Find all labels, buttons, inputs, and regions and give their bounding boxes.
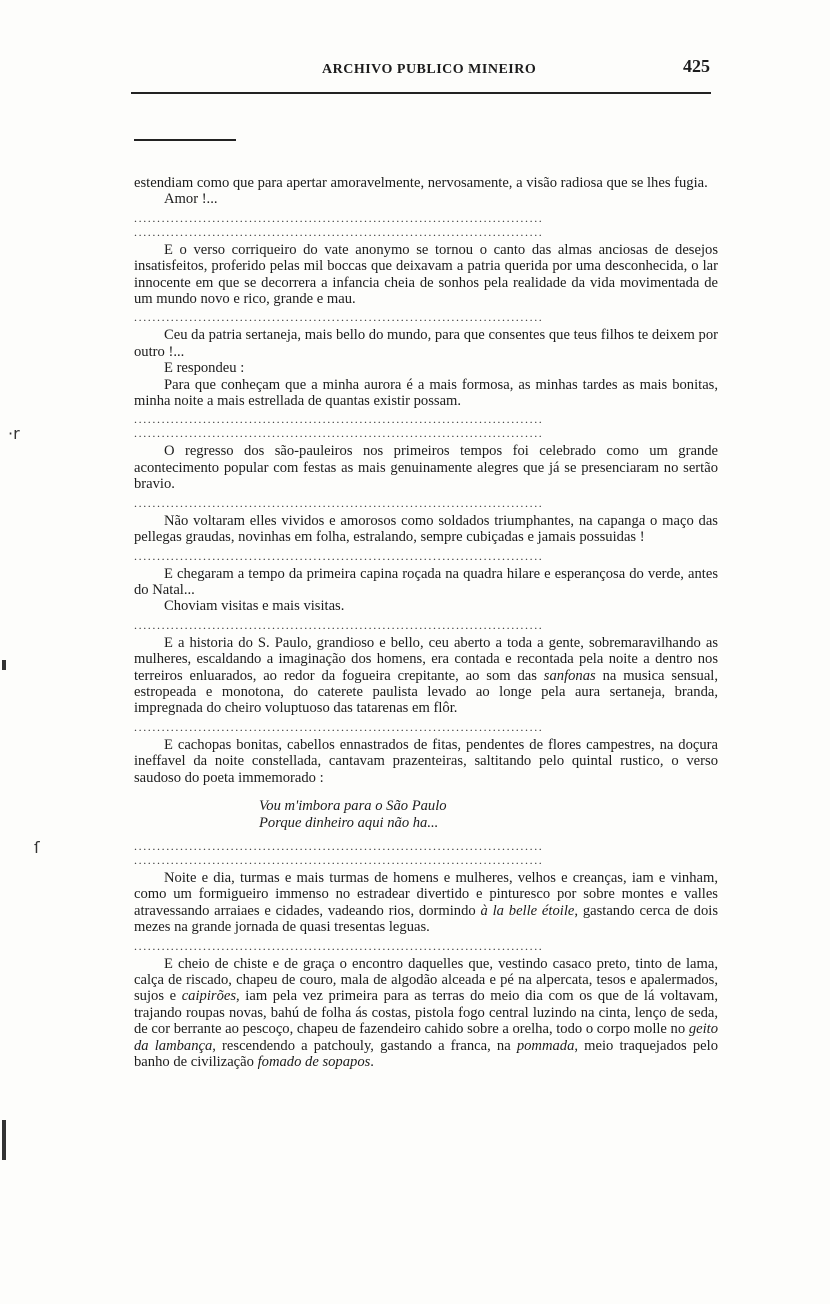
dotted-separator: .........................................................................................	[134, 213, 544, 222]
text-run: , rescendendo a patchouly, gastando a franca, na	[212, 1037, 517, 1054]
header-rule	[131, 92, 711, 94]
section-rule	[134, 139, 236, 141]
text-run: , iam pela vez primeira para as terras do meio dia com os que de lá voltavam, trajando roupas novas, bahú de folha ás costas, pistola fogo central luzindo na cinta, lenço de seda, de cor berrante ao pescoço, chapeu de fazendeiro cahido sobre a orelha, todo o corpo molle no	[134, 988, 718, 1038]
dotted-separator: .........................................................................................	[134, 415, 544, 424]
paragraph	[134, 956, 718, 1071]
paragraph: E o verso corriqueiro do vate anonymo se tornou o canto das almas anciosas de desejos insatisfeitos, proferido pelas mil boccas que deixavam a patria querida por uma desconhecida, o lar innocente em que se decorrera a infancia cheia de sonhos pela realidade da vida movimentada de um mundo novo e rico, grande e mau.	[134, 241, 718, 308]
paragraph: E respondeu :	[164, 360, 245, 377]
text-run: na musica sensual, estropeada e monotona, do caterete paulista levado ao longe pela aura sertaneja, branda, impregnada do cheiro voluptuoso das tatarenas em flôr.	[134, 667, 719, 717]
paragraph	[134, 870, 718, 936]
dotted-separator: .........................................................................................	[134, 620, 544, 629]
dotted-separator: .........................................................................................	[134, 855, 544, 864]
dotted-separator: .........................................................................................	[134, 722, 544, 731]
margin-mark	[2, 660, 6, 670]
paragraph: Não voltaram elles vividos e amorosos como soldados triumphantes, na capanga o maço das pellegas graudas, novinhas em folha, estralando, sempre cubiçadas e jamais possuidas !	[134, 512, 718, 546]
paragraph: E chegaram a tempo da primeira capina roçada na quadra hilare e esperançosa do verde, antes do Natal...	[134, 565, 718, 598]
paragraph: Ceu da patria sertaneja, mais bello do mundo, para que consentes que teus filhos te deixem por outro !...	[134, 327, 718, 360]
italic-term: fomado de sopapos	[257, 1054, 371, 1071]
italic-term: caipirões	[181, 988, 237, 1005]
margin-mark: ·r	[8, 424, 20, 443]
verse-line: Vou m'imbora para o São Paulo	[259, 797, 447, 814]
dotted-separator: .........................................................................................	[134, 429, 544, 438]
margin-mark	[2, 1120, 6, 1160]
dotted-separator: .........................................................................................	[134, 551, 544, 560]
dotted-separator: .........................................................................................	[134, 941, 544, 950]
paragraph: Choviam visitas e mais visitas.	[164, 598, 345, 615]
running-header-title: ARCHIVO PUBLICO MINEIRO	[322, 62, 537, 77]
dotted-separator: .........................................................................................	[134, 227, 544, 236]
dotted-separator: .........................................................................................	[134, 498, 544, 507]
text-run: , gastando cerca de dois mezes na grande jornada de quasi tresentas leguas.	[134, 902, 718, 936]
text-run: E a historia do S. Paulo, grandioso e bello, ceu aberto a toda a gente, sobremaravilhando as mulheres, escaldando a imaginação dos homens, era contada e recontada pela noite a dentro nos terreiros enluarados, ao redor da fogueira crepitante, ao som das	[134, 634, 718, 684]
dotted-separator: .........................................................................................	[134, 313, 544, 322]
italic-term: pommada	[516, 1037, 575, 1054]
italic-term: sanfonas	[543, 667, 596, 684]
paragraph: E cachopas bonitas, cabellos ennastrados de fitas, pendentes de flores campestres, na doçura ineffavel da noite constellada, cantavam prazenteiras, saltitando pelo quintal rustico, o verso saudoso do poeta immemorado :	[134, 736, 718, 786]
paragraph: Para que conheçam que a minha aurora é a mais formosa, as minhas tardes as mais bonitas, minha noite a mais estrellada de quantas existir possam.	[134, 376, 718, 410]
dotted-separator: .........................................................................................	[134, 841, 544, 850]
text-run: , meio traquejados pelo banho de civilização	[134, 1037, 718, 1071]
paragraph: O regresso dos são-pauleiros nos primeiros tempos foi celebrado como um grande acontecimento popular com festas as mais genuinamente alegres que já se presenciaram no sertão bravio.	[134, 443, 718, 493]
verse-line: Porque dinheiro aqui não ha...	[259, 814, 439, 831]
text-run: Noite e dia, turmas e mais turmas de homens e mulheres, velhos e creanças, iam e vinham, como um formigueiro immenso no estradear divertido e pinturesco por sobre montes e valles atravessando arraiaes e cidades, vadeando rios, dormindo	[134, 869, 718, 919]
paragraph	[134, 635, 718, 717]
italic-term: geito da lambança	[134, 1021, 718, 1054]
paragraph: estendiam como que para apertar amoravelmente, nervosamente, a visão radiosa que se lhes fugia.	[134, 175, 708, 191]
article-body	[134, 175, 718, 1070]
page-number: 425	[683, 56, 710, 76]
verse-quote	[259, 798, 718, 832]
paragraph: Amor !...	[164, 191, 218, 208]
margin-mark: ſ	[34, 838, 40, 857]
italic-term: à la belle étoile	[480, 902, 575, 919]
text-run: E cheio de chiste e de graça o encontro daquelles que, vestindo casaco preto, tinto de lama, calça de riscado, chapeu de couro, mala de algodão alceada e pé na alpercata, tesos e apalermados, sujos e	[134, 955, 718, 1005]
text-run: .	[370, 1054, 374, 1071]
